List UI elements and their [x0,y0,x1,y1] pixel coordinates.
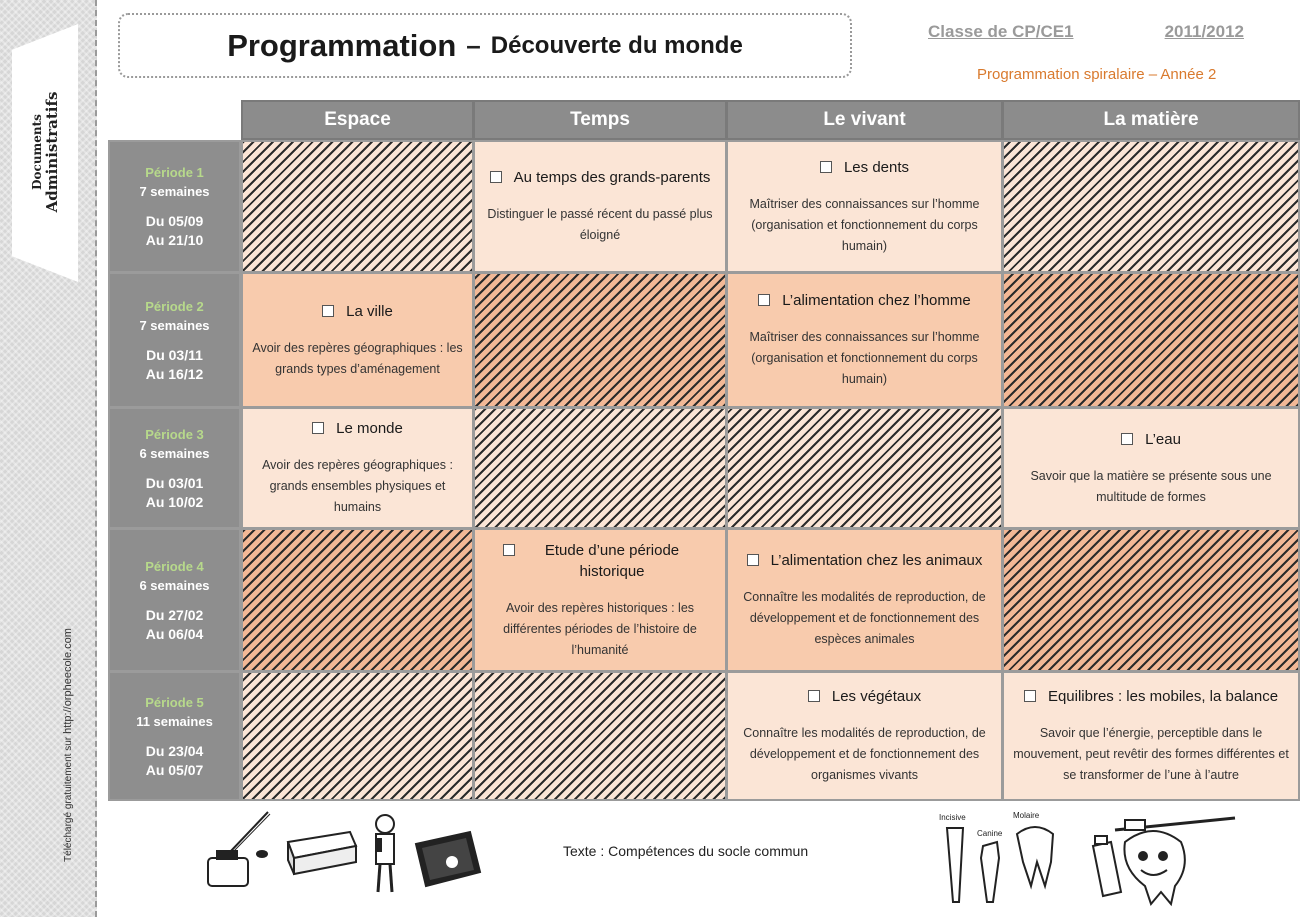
inkwell-icon [208,812,270,886]
cell-p5-temps-empty [473,671,727,801]
competence-text: Connaître les modalités de reproduction, de développement et de fonctionnement des organismes vivants [743,726,986,782]
topic-label: L’alimentation chez les animaux [770,552,983,569]
cell-p1-vivant [726,140,1003,273]
competence-text: Savoir que l’énergie, perceptible dans le mouvement, peut revêtir des formes différentes et se transformer de l’une à l’autre [1013,726,1289,782]
title-dash: – [466,30,481,60]
school-year: 2011/2012 [1164,22,1244,41]
topic-label: Le monde [336,420,403,437]
topic-label: L’alimentation chez l’homme [782,292,971,309]
topic-checkbox[interactable] [808,690,820,702]
topic-checkbox[interactable] [1121,433,1133,445]
period-header-1 [108,140,241,273]
competence-text: Avoir des repères géographiques : les grands types d’aménagement [252,340,463,376]
molar-tooth-icon [1013,811,1053,886]
class-line [928,22,1244,42]
competence-text: Savoir que la matière se présente sous une multitude de formes [1030,468,1272,504]
cell-p2-espace [241,272,474,408]
topic [747,550,983,571]
period-label: Période 5 [145,694,204,710]
chalk-box-icon [288,832,356,874]
period-from: Du 23/04 [145,742,204,759]
column-header-vivant: Le vivant [726,100,1003,140]
download-url-link[interactable]: http://orpheecole.com [62,628,74,734]
cell-p5-espace-empty [241,671,474,801]
period-to: Au 05/07 [145,761,204,778]
period-header-4 [108,528,241,672]
cell-p5-vivant [726,671,1003,801]
period-header-3 [108,407,241,529]
page-title: Programmation [227,27,457,63]
download-credit [62,628,74,862]
canine-tooth-icon [977,829,1003,902]
column-header-espace: Espace [241,100,474,140]
competence-text: Maîtriser des connaissances sur l’homme (organisation et fonctionnement du corps humain) [749,330,980,386]
programme-table [108,100,1300,801]
period-to: Au 16/12 [145,365,204,382]
competence-text: Connaître les modalités de reproduction, de développement et de fonctionnement des espèces animales [743,590,986,646]
competence-text: Maîtriser des connaissances sur l’homme (organisation et fonctionnement du corps humain) [749,196,980,253]
period-weeks: 7 semaines [139,184,210,199]
period-to: Au 21/10 [145,232,204,248]
topic [758,290,970,311]
teeth-illustration [935,806,1255,910]
cell-p2-vivant [726,272,1003,408]
programme-subtitle: Programmation spiralaire – Année 2 [977,66,1217,83]
period-from: Du 03/11 [146,346,203,363]
period-weeks: 7 semaines [139,317,210,333]
period-weeks: 11 semaines [136,713,213,729]
topic-label: Au temps des grands-parents [513,169,711,186]
cell-p1-espace-empty [241,140,474,273]
sidebar [0,0,97,917]
cell-p2-matiere-empty [1002,272,1300,408]
cell-p3-temps-empty [473,407,727,529]
topic [820,157,909,178]
canine-label: Canine [977,829,1003,838]
cell-p3-matiere [1002,407,1300,529]
column-header-matiere: La matière [1002,100,1300,140]
period-label: Période 3 [145,426,204,442]
schoolboy-icon [376,815,394,892]
topic-label: Equilibres : les mobiles, la balance [1047,688,1279,705]
topic-label: L’eau [1145,430,1181,448]
topic-checkbox[interactable] [312,422,324,434]
topic-checkbox[interactable] [503,544,515,556]
cell-p3-vivant-empty [726,407,1003,529]
topic-checkbox[interactable] [820,161,832,173]
period-label: Période 1 [145,165,204,180]
competence-text: Avoir des repères historiques : les différentes périodes de l’histoire de l’humanité [503,600,697,657]
period-to: Au 10/02 [145,493,204,510]
topic [1121,429,1181,450]
cell-p4-temps [473,528,727,672]
topic-label: Etude d’une période historique [544,541,680,580]
topic [322,301,393,322]
cell-p4-matiere-empty [1002,528,1300,672]
topic-checkbox[interactable] [758,294,770,306]
period-weeks: 6 semaines [139,445,210,461]
topic-checkbox[interactable] [490,171,502,183]
sidebar-tab-label[interactable] [30,92,60,213]
topic [503,540,697,582]
period-label: Période 2 [145,298,204,314]
competence-text: Avoir des repères géographiques : grands ensembles physiques et humains [262,458,453,514]
cell-p4-espace-empty [241,528,474,672]
cell-p2-temps-empty [473,272,727,408]
topic-label: Les dents [843,158,910,176]
legend-text: Texte : Compétences du socle commun [563,843,809,859]
topic-label: Les végétaux [831,688,922,705]
topic-label: La ville [346,302,393,320]
period-from: Du 27/02 [145,606,204,623]
incisor-label: Incisive [939,813,966,822]
sidebar-tab-line1: Documents [30,114,44,190]
class-label: Classe de CP/CE1 [928,22,1074,41]
incisor-tooth-icon [939,813,966,902]
download-prefix: Téléchargé gratuitement sur [63,736,74,862]
period-header-2 [108,272,241,408]
title-box [118,13,852,78]
period-to: Au 06/04 [145,625,204,642]
competence-text: Distinguer le passé récent du passé plus éloigné [487,207,713,242]
page-subtitle: Découverte du monde [490,31,743,59]
smiling-tooth-icon [1115,818,1235,904]
column-header-temps: Temps [473,100,727,140]
cell-p4-vivant [726,528,1003,672]
school-supplies-illustration [200,808,490,908]
period-from: Du 05/09 [145,213,204,229]
cell-p3-espace [241,407,474,529]
topic [808,686,921,707]
toothpaste-tube-icon [1093,836,1121,896]
sidebar-tab-line2: Administratifs [43,91,61,213]
topic [312,418,403,439]
cell-p5-matiere [1002,671,1300,801]
topic-checkbox[interactable] [322,305,334,317]
topic [490,167,711,188]
period-weeks: 6 semaines [139,577,210,593]
topic-checkbox[interactable] [747,554,759,566]
molar-label: Molaire [1013,811,1040,820]
topic-checkbox[interactable] [1024,690,1036,702]
cell-p1-temps [473,140,727,273]
period-header-5 [108,671,241,801]
cell-p1-matiere-empty [1002,140,1300,273]
period-label: Période 4 [145,558,204,574]
topic [1024,686,1278,707]
period-from: Du 03/01 [145,474,204,491]
slate-icon [416,832,480,886]
